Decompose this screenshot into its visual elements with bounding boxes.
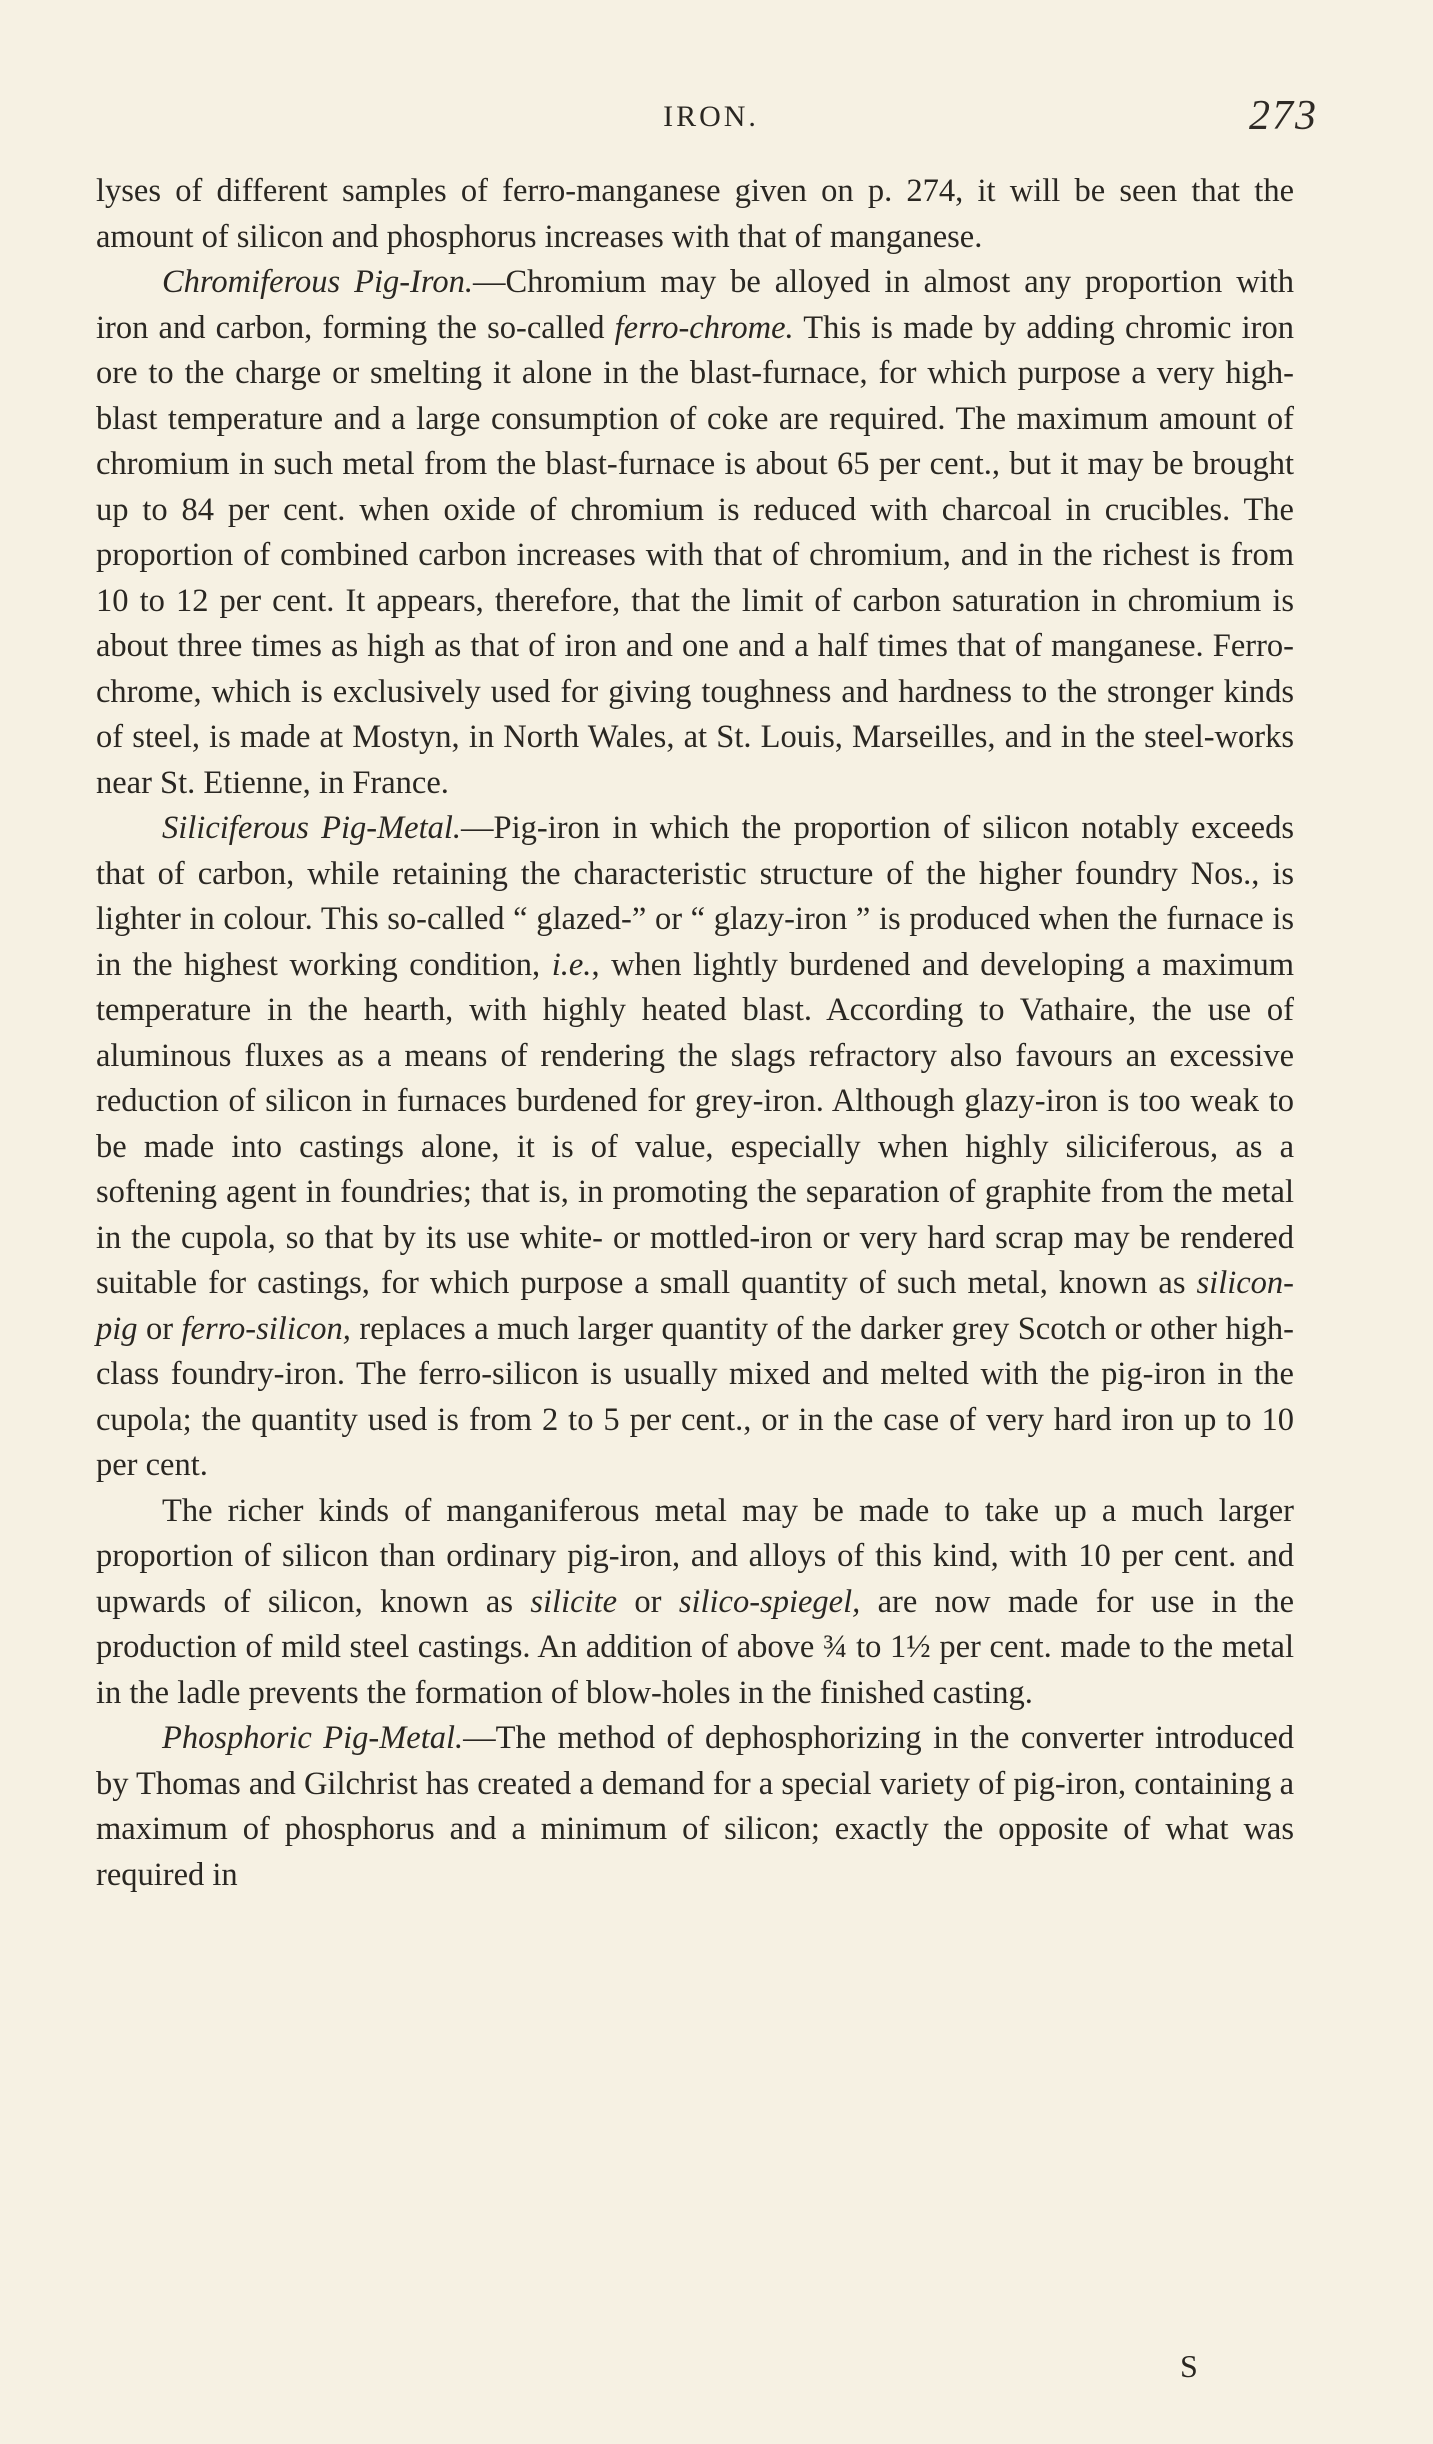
italic-term: ferro-silicon, <box>181 1310 351 1347</box>
paragraph-manganiferous <box>96 1489 1294 1717</box>
paragraph-text: —Chromium may be alloyed in almost any proportion with iron and carbon, forming the so-called <box>96 264 1294 346</box>
paragraph-text: This is made by adding chromic iron ore to the charge or smelting it alone in the blast-furnace, for which purpose a very high-blast temperature and a large consumption of coke are required. The maximum amount of chromium in such metal from the blast-furnace is about 65 per cent., but it may be brought up to 84 per cent. when oxide of chromium is reduced with charcoal in crucibles. The proportion of combined carbon increases with that of chromium, and in the richest is from 10 to 12 per cent. It appears, therefore, that the limit of carbon saturation in chromium is about three times as high as that of iron and one and a half times that of manganese. Ferro-chrome, which is exclusively used for giving toughness and hardness to the stronger kinds of steel, is made at Mostyn, in North Wales, at St. Louis, Marseilles, and in the steel-works near St. Etienne, in France. <box>96 309 1294 801</box>
paragraph-phosphoric <box>96 1716 1294 1898</box>
italic-term: silico-spiegel, <box>678 1583 861 1620</box>
section-heading-chromiferous: Chromiferous Pig-Iron. <box>162 264 473 300</box>
paragraph-text: to 1 <box>847 1629 907 1665</box>
paragraph-text: or <box>617 1583 679 1620</box>
italic-abbreviation: i.e. <box>551 946 592 983</box>
section-heading-phosphoric: Phosphoric Pig-Metal. <box>162 1720 464 1756</box>
italic-term: silicite <box>530 1583 617 1620</box>
fraction: ¾ <box>823 1629 848 1665</box>
paragraph-chromiferous <box>96 260 1294 806</box>
italic-term: ferro-chrome. <box>614 309 794 346</box>
paragraph-text: per cent. made to the metal in the ladle prevents the formation of blow-holes in the finished casting. <box>96 1629 1295 1711</box>
paragraph-siliciferous <box>96 806 1294 1489</box>
paragraph-continued <box>96 169 1294 260</box>
paragraph-text: are now made for use in the production of mild steel castings. An addition of above <box>96 1583 1294 1665</box>
body-text <box>96 169 1294 1898</box>
paragraph-text: —Pig-iron in which the proportion of silicon notably exceeds that of carbon, while retaining the characteristic structure of the higher foundry Nos., is lighter in colour. This so-called “ glazed-” or “ glazy-iron ” is produced when the furnace is in the highest working condition, <box>96 810 1294 983</box>
paragraph-text: lyses of different samples of ferro-manganese given on p. 274, it will be seen that the amount of silicon and phosphorus increases with that of manganese. <box>96 173 1294 255</box>
section-heading-siliciferous: Siliciferous Pig-Metal. <box>162 810 462 846</box>
paragraph-text: or <box>137 1310 182 1347</box>
running-head: IRON. <box>663 100 759 133</box>
signature-mark: S <box>1180 2348 1199 2384</box>
paragraph-text: , when lightly burdened and developing a maximum temperature in the hearth, with highly heated blast. According to Vathaire, the use of aluminous fluxes as a means of rendering the slags refractory also favours an excessive reduction of silicon in furnaces burdened for grey-iron. Although glazy-iron is too weak to be made into castings alone, it is of value, especially when highly siliciferous, as a softening agent in foundries; that is, in promoting the separation of graphite from the metal in the cupola, so that by its use white- or mottled-iron or very hard scrap may be rendered suitable for castings, for which purpose a small quantity of such metal, known as <box>96 946 1294 1301</box>
paragraph-text: replaces a much larger quantity of the darker grey Scotch or other high-class foundry-iron. The ferro-silicon is usually mixed and melted with the pig-iron in the cupola; the quantity used is from 2 to 5 per cent., or in the case of very hard iron up to 10 per cent. <box>96 1310 1294 1483</box>
page-number: 273 <box>1249 93 1318 139</box>
fraction: ½ <box>906 1629 931 1665</box>
paragraph-text: —The method of dephosphorizing in the converter introduced by Thomas and Gilchrist has created a demand for a special variety of pig-iron, containing a maximum of phosphorus and a minimum of silicon; exactly the opposite of what was required in <box>96 1720 1294 1893</box>
italic-term: silicon-pig <box>96 1265 1294 1347</box>
paragraph-text: The richer kinds of manganiferous metal may be made to take up a much larger proportion of silicon than ordinary pig-iron, and alloys of this kind, with 10 per cent. and upwards of silicon, known as <box>96 1492 1294 1620</box>
page-header <box>96 92 1326 152</box>
